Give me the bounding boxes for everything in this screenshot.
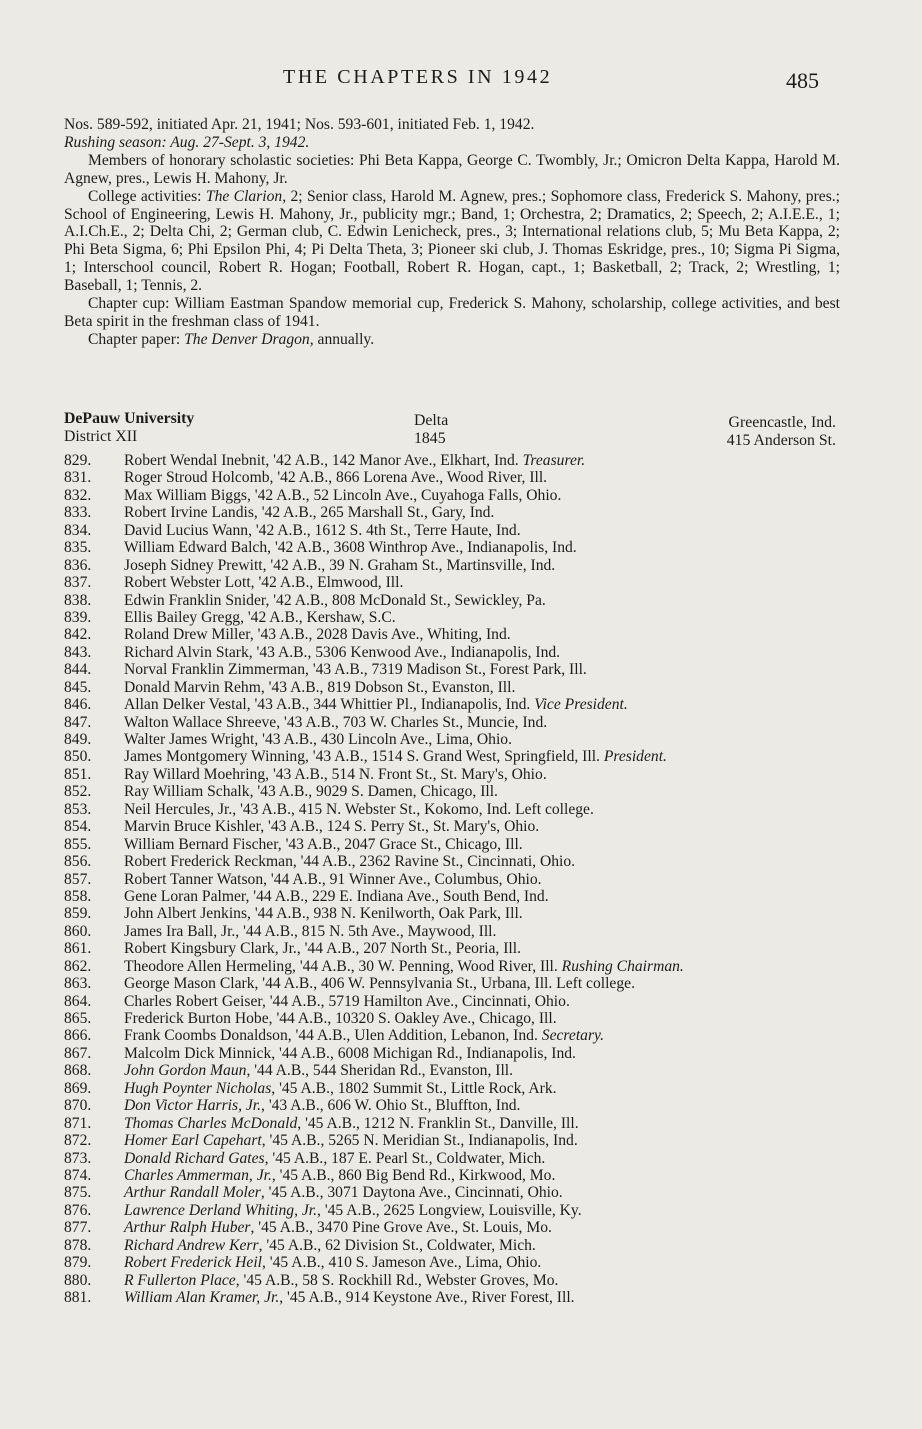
chapter-founded: 1845 <box>414 430 446 447</box>
member-name: Ray William Schalk <box>124 783 250 801</box>
roster-text <box>124 748 667 765</box>
roster-entry <box>64 1062 864 1079</box>
roster-text <box>124 766 547 783</box>
paper-frequency: annually. <box>313 330 375 348</box>
roster-entry <box>64 975 864 992</box>
roster-number: 844. <box>64 661 92 679</box>
member-details: , '44 A.B., Ulen Addition, Lebanon, Ind. <box>287 1027 542 1045</box>
member-details: , '45 A.B., 2625 Longview, Louisville, Ky. <box>317 1201 582 1219</box>
member-office: Vice President. <box>534 696 628 714</box>
member-name: Frank Coombs Donaldson <box>124 1027 288 1045</box>
roster-entry <box>64 592 864 609</box>
roster-text <box>124 853 575 870</box>
roster-entry <box>64 504 864 521</box>
member-name: Neil Hercules, Jr. <box>124 800 233 818</box>
roster-number: 852. <box>64 783 92 801</box>
member-details: , '45 A.B., 62 Division St., Coldwater, Mich. <box>258 1236 536 1254</box>
member-name: Allan Delker Vestal <box>124 696 247 714</box>
member-details: , '42 A.B., Elmwood, Ill. <box>250 574 404 592</box>
member-details: , '44 A.B., 938 N. Kenilworth, Oak Park, Ill. <box>247 905 523 923</box>
roster-text <box>124 557 555 574</box>
member-details: , '43 A.B., 606 W. Ohio St., Bluffton, Ind. <box>261 1097 521 1115</box>
roster-entry <box>64 853 864 870</box>
college-activities-note <box>64 188 840 295</box>
roster-text <box>124 539 577 556</box>
member-name: Lawrence Derland Whiting, Jr. <box>124 1201 318 1219</box>
member-details: , '43 A.B., 1514 S. Grand West, Springfield, Ill. <box>305 748 604 766</box>
member-details: , '42 A.B., 1612 S. 4th St., Terre Haute, Ind. <box>248 521 521 539</box>
roster-entry <box>64 522 864 539</box>
roster-text <box>124 522 521 539</box>
roster-number: 838. <box>64 591 92 609</box>
roster-text <box>124 836 523 853</box>
activities-text: 2; Senior class, Harold M. Agnew, pres.; Sophomore class, Frederick S. Mahony, pres.; School of Engineering, Lewis H. Mahony, Jr., publicity mgr.; Band, 1; Orchestra, 2; Dramatics, 2; Speech, 2; A.I.E.E., 1; A.I.Ch.E., 2; Delta Chi, 2; German club, C. Edwin Lenicheck, pres., 3; International relations club, 5; Mu Beta Kappa, 2; Phi Beta Sigma, 6; Phi Epsilon Phi, 4; Pi Delta Theta, 3; Pioneer ski club, J. Thomas Eskridge, pres., 10; Sigma Pi Sigma, 1; Interschool council, Robert R. Hogan; Football, Robert R. Hogan, capt., 1; Basketball, 2; Track, 2; Wrestling, 1; Baseball, 1; Tennis, 2. <box>64 187 840 295</box>
member-name: David Lucius Wann <box>124 521 249 539</box>
member-name: Norval Franklin Zimmerman <box>124 661 306 679</box>
member-details: , '43 A.B., 7319 Madison St., Forest Park, Ill. <box>305 661 587 679</box>
roster-text <box>124 1080 557 1097</box>
roster-entry <box>64 783 864 800</box>
roster-number: 859. <box>64 905 92 923</box>
member-name: Walton Wallace Shreeve <box>124 713 277 731</box>
member-name: Max William Biggs <box>124 486 247 504</box>
member-details: , '43 A.B., 514 N. Front St., St. Mary's, Ohio. <box>265 765 547 783</box>
member-name: George Mason Clark <box>124 975 255 993</box>
roster-entry <box>64 1080 864 1097</box>
member-details: , '44 A.B., 2362 Ravine St., Cincinnati, Ohio. <box>292 853 576 871</box>
roster-text <box>124 1272 558 1289</box>
roster-text <box>124 905 523 922</box>
roster-number: 860. <box>64 922 92 940</box>
roster-number: 867. <box>64 1044 92 1062</box>
running-header <box>0 66 922 100</box>
roster-number: 870. <box>64 1097 92 1115</box>
member-name: Richard Andrew Kerr <box>124 1236 259 1254</box>
roster-text <box>124 871 542 888</box>
member-details: , '43 A.B., 9029 S. Damen, Chicago, Ill. <box>249 783 498 801</box>
roster-entry <box>64 469 864 486</box>
member-details: , '45 A.B., 860 Big Bend Rd., Kirkwood, Mo. <box>271 1166 556 1184</box>
roster-number: 832. <box>64 486 92 504</box>
roster-text <box>124 1237 536 1254</box>
roster-text <box>124 1289 575 1306</box>
member-name: Arthur Randall Moler <box>124 1184 261 1202</box>
roster-text <box>124 1150 545 1167</box>
roster-entry <box>64 1132 864 1149</box>
member-name: Arthur Ralph Huber <box>124 1219 251 1237</box>
roster-entry <box>64 452 864 469</box>
member-details: , '44 A.B., 229 E. Indiana Ave., South Bend, Ind. <box>245 887 549 905</box>
member-details: , '42 A.B., 3608 Winthrop Ave., Indianapolis, Ind. <box>267 539 577 557</box>
member-office: Treasurer. <box>522 452 586 469</box>
roster-text <box>124 1132 578 1149</box>
member-name: Frederick Burton Hobe <box>124 1010 269 1027</box>
roster-number: 851. <box>64 765 92 783</box>
member-details: , '45 A.B., 914 Keystone Ave., River Forest, Ill. <box>279 1289 575 1306</box>
roster-number: 847. <box>64 713 92 731</box>
rushing-season-note: Rushing season: Aug. 27-Sept. 3, 1942. <box>64 133 310 151</box>
member-office: President. <box>603 748 667 766</box>
roster-text <box>124 1219 552 1236</box>
roster-text <box>124 504 494 521</box>
chapter-address: 415 Anderson St. <box>726 432 836 449</box>
roster-entry <box>64 487 864 504</box>
roster-number: 881. <box>64 1289 92 1306</box>
member-details: , '43 A.B., 124 S. Perry St., St. Mary's, Ohio. <box>260 818 540 836</box>
initiation-note: Nos. 589-592, initiated Apr. 21, 1941; Nos. 593-601, initiated Feb. 1, 1942. <box>64 116 535 133</box>
roster-text <box>124 679 515 696</box>
roster-entry <box>64 1272 864 1289</box>
member-name: Robert Tanner Watson <box>124 870 264 888</box>
member-name: Roger Stroud Holcomb <box>124 469 270 487</box>
member-details: , '45 A.B., 3071 Daytona Ave., Cincinnati, Ohio. <box>260 1184 563 1202</box>
roster-number: 876. <box>64 1201 92 1219</box>
running-title: THE CHAPTERS IN 1942 <box>283 66 553 88</box>
member-roster <box>64 452 864 1306</box>
roster-number: 878. <box>64 1236 92 1254</box>
member-details: , '44 A.B., 406 W. Pennsylvania St., Urbana, Ill. Left college. <box>254 975 635 993</box>
member-name: Walter James Wright <box>124 731 255 748</box>
paper-label: Chapter paper: <box>88 330 185 348</box>
roster-text <box>124 1062 513 1079</box>
paper-title: The Denver Dragon, <box>184 330 314 348</box>
member-details: , '42 A.B., 39 N. Graham St., Martinsville, Ind. <box>262 556 556 574</box>
member-details: , '44 A.B., 5719 Hamilton Ave., Cincinnati, Ohio. <box>261 992 570 1010</box>
member-details: , '44 A.B., 6008 Michigan Rd., Indianapolis, Ind. <box>271 1044 576 1062</box>
roster-entry <box>64 940 864 957</box>
roster-text <box>124 818 539 835</box>
member-name: Edwin Franklin Snider <box>124 591 266 609</box>
member-name: Marvin Bruce Kishler <box>124 818 261 836</box>
roster-number: 855. <box>64 835 92 853</box>
roster-entry <box>64 1184 864 1201</box>
member-name: Joseph Sidney Prewitt <box>124 556 263 574</box>
member-name: Homer Earl Capehart <box>124 1132 262 1150</box>
member-details: , '44 A.B., 544 Sheridan Rd., Evanston, Ill. <box>246 1062 514 1080</box>
roster-text <box>124 1254 541 1271</box>
roster-text <box>124 1010 557 1027</box>
member-name: Donald Richard Gates <box>124 1149 265 1167</box>
roster-number: 866. <box>64 1027 92 1045</box>
roster-entry <box>64 958 864 975</box>
roster-entry <box>64 766 864 783</box>
honorary-societies-note: Members of honorary scholastic societies: Phi Beta Kappa, George C. Twombly, Jr.; Omicron Delta Kappa, Harold M. Agnew, pres., Lewis H. Mahony, Jr. <box>64 151 840 187</box>
roster-text <box>124 1115 579 1132</box>
roster-text <box>124 801 594 818</box>
member-name: James Ira Ball, Jr. <box>124 922 236 940</box>
roster-entry <box>64 1202 864 1219</box>
member-details: , '42 A.B., 142 Manor Ave., Elkhart, Ind. <box>265 452 523 469</box>
member-details: , '44 A.B., 815 N. 5th Ave., Maywood, Ill. <box>235 922 497 940</box>
member-name: Hugh Poynter Nicholas <box>124 1079 272 1097</box>
roster-number: 833. <box>64 504 92 522</box>
roster-text <box>124 958 684 975</box>
roster-number: 879. <box>64 1254 92 1272</box>
member-details: , '42 A.B., 265 Marshall St., Gary, Ind. <box>253 504 495 522</box>
member-name: Thomas Charles McDonald <box>124 1114 298 1132</box>
member-name: Malcolm Dick Minnick <box>124 1044 272 1062</box>
member-name: Gene Loran Palmer <box>124 887 246 905</box>
member-details: , '45 A.B., 1212 N. Franklin St., Danville, Ill. <box>297 1114 579 1132</box>
roster-entry <box>64 661 864 678</box>
member-name: John Albert Jenkins <box>124 905 248 923</box>
member-name: R Fullerton Place <box>124 1271 236 1289</box>
member-details: , '45 A.B., 187 E. Pearl St., Coldwater, Mich. <box>264 1149 546 1167</box>
roster-number: 858. <box>64 887 92 905</box>
member-name: William Edward Balch <box>124 539 268 557</box>
roster-entry <box>64 1237 864 1254</box>
roster-number: 871. <box>64 1114 92 1132</box>
roster-entry <box>64 696 864 713</box>
roster-entry <box>64 1115 864 1132</box>
roster-entry <box>64 1010 864 1027</box>
member-name: William Alan Kramer, Jr. <box>124 1289 280 1306</box>
member-details: , '43 A.B., 2047 Grace St., Chicago, Ill. <box>277 835 523 853</box>
member-name: John Gordon Maun <box>124 1062 247 1080</box>
roster-entry <box>64 1045 864 1062</box>
roster-entry <box>64 1167 864 1184</box>
chapter-name: Delta <box>414 412 449 429</box>
roster-number: 831. <box>64 469 92 487</box>
member-details: , '44 A.B., 207 North St., Peoria, Ill. <box>296 940 521 958</box>
roster-number: 846. <box>64 696 92 714</box>
roster-number: 868. <box>64 1062 92 1080</box>
roster-number: 854. <box>64 818 92 836</box>
roster-entry <box>64 871 864 888</box>
member-name: William Bernard Fischer <box>124 835 278 853</box>
member-office: Rushing Chairman. <box>561 957 684 975</box>
roster-entry <box>64 1027 864 1044</box>
roster-number: 877. <box>64 1219 92 1237</box>
roster-entry <box>64 539 864 556</box>
roster-entry <box>64 679 864 696</box>
member-details: , '45 A.B., 3470 Pine Grove Ave., St. Louis, Mo. <box>250 1219 552 1237</box>
roster-text <box>124 592 546 609</box>
roster-number: 853. <box>64 800 92 818</box>
roster-text <box>124 1184 563 1201</box>
member-details: , '42 A.B., 808 McDonald St., Sewickley, Pa. <box>265 591 546 609</box>
member-name: Richard Alvin Stark <box>124 643 249 661</box>
roster-number: 843. <box>64 643 92 661</box>
member-name: James Montgomery Winning <box>124 748 305 766</box>
roster-number: 875. <box>64 1184 92 1202</box>
roster-number: 861. <box>64 940 92 958</box>
member-name: Robert Wendal Inebnit <box>124 452 266 469</box>
roster-number: 850. <box>64 748 92 766</box>
roster-text <box>124 661 587 678</box>
chapter-notes <box>64 116 840 349</box>
member-name: Robert Frederick Heil <box>124 1254 262 1272</box>
roster-number: 837. <box>64 574 92 592</box>
member-office: Secretary. <box>541 1027 604 1045</box>
roster-text <box>124 975 635 992</box>
roster-entry <box>64 714 864 731</box>
roster-entry <box>64 888 864 905</box>
roster-entry <box>64 905 864 922</box>
roster-number: 829. <box>64 452 92 469</box>
member-details: , '43 A.B., 430 Lincoln Ave., Lima, Ohio. <box>254 731 512 748</box>
chapter-city: Greencastle, Ind. <box>728 414 836 431</box>
chapter-cup-note: Chapter cup: William Eastman Spandow memorial cup, Frederick S. Mahony, scholarship, college activities, and best Beta spirit in the freshman class of 1941. <box>64 295 840 330</box>
roster-entry <box>64 801 864 818</box>
roster-number: 865. <box>64 1010 92 1027</box>
chapter-heading <box>64 410 840 450</box>
roster-text <box>124 714 547 731</box>
member-details: , '45 A.B., 58 S. Rockhill Rd., Webster Groves, Mo. <box>235 1271 559 1289</box>
member-details: , '43 A.B., 819 Dobson St., Evanston, Ill. <box>260 678 516 696</box>
roster-number: 873. <box>64 1149 92 1167</box>
member-details: , '43 A.B., 2028 Davis Ave., Whiting, Ind. <box>249 626 511 644</box>
roster-text <box>124 1027 604 1044</box>
member-name: Charles Robert Geiser <box>124 992 262 1010</box>
roster-text <box>124 469 547 486</box>
member-details: , '44 A.B., 91 Winner Ave., Columbus, Ohio. <box>263 870 542 888</box>
roster-entry <box>64 1254 864 1271</box>
roster-text <box>124 940 521 957</box>
member-details: , '43 A.B., 415 N. Webster St., Kokomo, Ind. Left college. <box>232 800 594 818</box>
roster-text <box>124 452 585 469</box>
roster-entry <box>64 557 864 574</box>
roster-entry <box>64 609 864 626</box>
member-details: , '44 A.B., 10320 S. Oakley Ave., Chicago, Ill. <box>268 1010 557 1027</box>
roster-text <box>124 1097 520 1114</box>
member-name: Theodore Allen Hermeling <box>124 957 293 975</box>
roster-text <box>124 609 396 626</box>
roster-number: 869. <box>64 1079 92 1097</box>
roster-number: 864. <box>64 992 92 1010</box>
roster-entry <box>64 818 864 835</box>
roster-text <box>124 993 570 1010</box>
roster-number: 874. <box>64 1166 92 1184</box>
member-name: Charles Ammerman, Jr. <box>124 1166 272 1184</box>
roster-text <box>124 1202 582 1219</box>
roster-text <box>124 487 561 504</box>
roster-number: 842. <box>64 626 92 644</box>
member-name: Robert Webster Lott <box>124 574 251 592</box>
roster-text <box>124 888 549 905</box>
roster-number: 849. <box>64 731 92 748</box>
roster-number: 862. <box>64 957 92 975</box>
roster-entry <box>64 836 864 853</box>
member-details: , '42 A.B., 866 Lorena Ave., Wood River, Ill. <box>269 469 548 487</box>
member-name: Robert Kingsbury Clark, Jr. <box>124 940 297 958</box>
roster-text <box>124 783 498 800</box>
district-name: District XII <box>64 428 138 445</box>
member-details: , '43 A.B., 344 Whittier Pl., Indianapolis, Ind. <box>246 696 535 714</box>
member-name: Ray Willard Moehring <box>124 765 266 783</box>
roster-entry <box>64 731 864 748</box>
roster-text <box>124 1167 555 1184</box>
member-details: , '42 A.B., Kershaw, S.C. <box>240 608 396 626</box>
member-name: Robert Frederick Reckman <box>124 853 293 871</box>
roster-text <box>124 923 496 940</box>
member-details: , '43 A.B., 703 W. Charles St., Muncie, Ind. <box>276 713 548 731</box>
roster-entry <box>64 923 864 940</box>
activities-label: College activities: <box>88 187 206 205</box>
member-details: , '43 A.B., 5306 Kenwood Ave., Indianapolis, Ind. <box>248 643 561 661</box>
member-details: , '45 A.B., 5265 N. Meridian St., Indianapolis, Ind. <box>261 1132 578 1150</box>
roster-entry <box>64 1219 864 1236</box>
member-name: Donald Marvin Rehm <box>124 678 261 696</box>
member-details: , '42 A.B., 52 Lincoln Ave., Cuyahoga Falls, Ohio. <box>246 486 562 504</box>
roster-entry <box>64 626 864 643</box>
roster-entry <box>64 748 864 765</box>
roster-number: 856. <box>64 853 92 871</box>
member-details: , '45 A.B., 410 S. Jameson Ave., Lima, Ohio. <box>261 1254 542 1272</box>
roster-number: 845. <box>64 678 92 696</box>
roster-text <box>124 696 628 713</box>
roster-entry <box>64 644 864 661</box>
member-details: , '45 A.B., 1802 Summit St., Little Rock, Ark. <box>271 1079 557 1097</box>
roster-text <box>124 626 511 643</box>
member-name: Don Victor Harris, Jr. <box>124 1097 262 1115</box>
roster-entry <box>64 1150 864 1167</box>
roster-number: 835. <box>64 539 92 557</box>
roster-number: 872. <box>64 1132 92 1150</box>
roster-entry <box>64 1097 864 1114</box>
roster-number: 863. <box>64 975 92 993</box>
roster-number: 880. <box>64 1271 92 1289</box>
roster-text <box>124 731 512 748</box>
roster-entry <box>64 574 864 591</box>
page-number: 485 <box>786 68 819 93</box>
roster-entry <box>64 1289 864 1306</box>
member-details: , '44 A.B., 30 W. Penning, Wood River, Ill. <box>292 957 562 975</box>
roster-text <box>124 1045 576 1062</box>
roster-number: 836. <box>64 556 92 574</box>
roster-number: 839. <box>64 608 92 626</box>
roster-number: 857. <box>64 870 92 888</box>
member-name: Robert Irvine Landis <box>124 504 254 522</box>
clarion-title: The Clarion, <box>205 187 287 205</box>
roster-text <box>124 644 560 661</box>
roster-text <box>124 574 403 591</box>
member-name: Ellis Bailey Gregg <box>124 608 241 626</box>
school-name: DePauw University <box>64 410 195 427</box>
chapter-paper-note <box>64 331 840 349</box>
roster-number: 834. <box>64 521 92 539</box>
member-name: Roland Drew Miller <box>124 626 250 644</box>
roster-entry <box>64 993 864 1010</box>
